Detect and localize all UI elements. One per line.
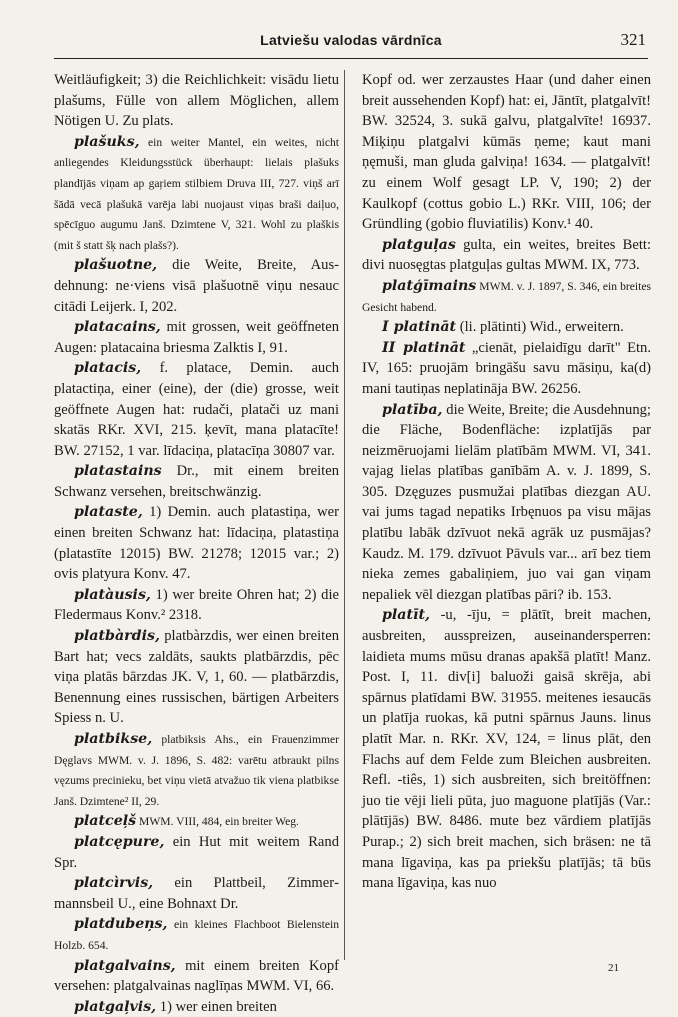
headword: platceļš [74, 813, 137, 830]
dictionary-entry [54, 585, 339, 626]
headword: platīt, [382, 607, 430, 624]
headword: I platināt [382, 319, 457, 336]
headword: platbikse, [74, 731, 153, 747]
headword: plataste, [74, 504, 143, 521]
entry-text: mit einem breiten Kopf versehen: platgalvainas naglīņas MWM. VI, 66. [54, 957, 339, 995]
entry-text: (li. plātinti) Wid., erweitern. [456, 319, 624, 336]
dictionary-entry [54, 873, 339, 914]
dictionary-entry [362, 70, 651, 235]
dictionary-entry [54, 255, 339, 317]
entry-text: platbàrzdis, wer einen breiten Bart hat; vecs zaldāts, saukts platbārzdis, pēc viņa platās bārzdas JK. V, 1, 60. — platbārzdis, Benennung eines russischen, bärtigen Arbeiters Spiess n. U. [54, 628, 339, 727]
dictionary-entry [54, 914, 339, 955]
headword: platguļas [382, 236, 456, 253]
headword: platģīmains [382, 277, 477, 294]
headword: plašuotne, [74, 257, 158, 274]
dictionary-entry [54, 832, 339, 873]
entry-text: die Weite, Breite; die Ausdehnung; die Fläche, Bodenfläche: izplatījās par neizmēruojami lielām platībām MWM. VI, 341. vajag lielas platības ganībām A. v. J. 1899, S. 305. Dzęguzes pusmužai platības diezgan AU. vai jums tagad nepatiks Irbęnuos pa visu mājas platību labāk dzīvuot nekā agrāk uz pusmājas? Kaudz. M. 179. dzīvuot Pāvuls var... arī bez tiem nieka zemes gabaliņiem, juo vai gan viņam nepaliek vēl diezgan platības pāri? ib. 153. [362, 401, 651, 603]
dictionary-entry [362, 400, 651, 606]
entry-text: mit grossen, weit geöffneten Augen: platacaina briesma Zalktis I, 91. [54, 319, 339, 356]
entry-text: die Weite, Breite, Ausdehnung: ne·viens visā plašuotnē viņu nesauc citādi Leijerk. I, 202. [54, 257, 339, 315]
headword: platàusis, [74, 586, 151, 603]
headword: platcìrvis, [74, 875, 154, 892]
headword: platgaļvis, [74, 998, 157, 1015]
left-column [54, 70, 339, 1017]
entry-text: Dr., mit einem breiten Schwanz versehen, breitschwänzig. [54, 463, 339, 500]
entry-text: 1) Demin. auch platastiņa, wer einen breiten Schwanz hat: līdaciņa, platastiņa (platastīte 12015) BW. 21278; 12015 var.; 2) ovis platyura Konv. 47. [54, 504, 339, 583]
dictionary-entry [54, 317, 339, 358]
dictionary-entry [362, 317, 651, 338]
dictionary-entry [54, 811, 339, 832]
dictionary-entry [54, 956, 339, 997]
dictionary-entry [362, 338, 651, 400]
headword: platcępure, [74, 833, 165, 850]
entry-text: MWM. VIII, 484, ein breiter Weg. [136, 815, 299, 829]
page-header [54, 30, 648, 59]
dictionary-entry [54, 70, 339, 132]
dictionary-entry [54, 132, 339, 256]
signature-number: 21 [608, 962, 619, 974]
entry-text: ein Plattbeil, Zimmermannsbeil U., eine Bohnaxt Dr. [54, 875, 339, 912]
entry-text: ein kleines Flachboot Bielenstein Holzb. 654. [54, 918, 339, 952]
dictionary-entry [54, 358, 339, 461]
dictionary-entry [362, 276, 651, 317]
dictionary-entry [362, 605, 651, 893]
dictionary-entry [54, 729, 339, 811]
headword: platacains, [74, 319, 161, 336]
entry-text: -u, -īju, = plātīt, breit machen, ausbreiten, ausspreizen, auseinandersperren: laidieta mums mūsu dranas apakšā platīt! Manz. Post. I, 11. div[i] baluoži gaisā skrēja, abi spārnus platīdami BW. 31955. meitenes iesaucās un platīja ruokas, kā putni spārnus Jauns. linus platīt Mar. n. RKr. XV, 124, = linus plāt, den Flachs auf dem Felde zum Bleichen ausbreiten. Refl. -tiês, 1) sich ausbreiten, sich breitöffnen: juo tie vēji lieli pūta, juo maguone platījās (Var.: plātījās) BW. 8486. mute bez vārdiem platījās Purap.; 2) sich breit machen, sich bräsen: ne tā mana līgaviņa, kas pa priekšu platījās; tā būs mana līgaviņa, kas nuo [362, 607, 651, 892]
entry-text: gulta, ein weites, breites Bett: divi nuosęgtas platguļas gultas MWM. IX, 773. [362, 236, 651, 274]
running-title: Latviešu valodas vārdnīca [260, 32, 442, 48]
entry-text: Weitläufigkeit; 3) die Reichlichkeit: visādu lietu plašums, Fülle von allem Möglichen, allem Nötigen U. Zu plats. [54, 72, 339, 130]
entry-text: 1) wer einen breiten [156, 998, 277, 1015]
headword: platība, [382, 401, 443, 418]
dictionary-entry [362, 235, 651, 276]
headword: platdubeņs, [74, 916, 168, 933]
entry-text: ein Hut mit weitem Rand Spr. [54, 833, 339, 871]
entry-text: „cienāt, pielaidīgu darīt" Etn. IV, 165: pruojām bringāšu savu māsiņu, ka(d) mani tautiņas neplatināja BW. 26256. [362, 339, 651, 397]
entry-text: 1) wer breite Ohren hat; 2) die Fledermaus Konv.² 2318. [54, 586, 339, 624]
entry-text: ein weiter Mantel, ein weites, nicht anliegendes Kleidungsstück überhaupt: lielais plašuks plandījās viņam ap gaŗiem stilbiem Druva III, 727. viņš arī šādā vecā plašukā varēja labi nuojaust viņas braši daiļuo, spēcīguo augumu Janš. Dzimtene V, 321. Wohl zu plaškis (mit š statt šķ nach plašs?). [54, 135, 339, 252]
headword: platacis, [74, 360, 142, 377]
dictionary-entry [54, 461, 339, 502]
entry-text: f. platace, Demin. auch platactiņa, einer (eine), der (die) grosse, weit geöffnete Augen hat: rudači, platači uz mani skatās RKr. XVI, 215. ķevīt, mana platacīte! BW. 27152, 1 var. līdaciņa, platacīņa 30807 var. [54, 360, 339, 459]
entry-text: Kopf od. wer zerzaustes Haar (und daher einen breit aussehenden Kopf) hat: ei, Jāntīt, platgalvīt! BW. 32524, 3. sukā galvu, platgalvīte! 16937. Miķiņu platgalvi kūmās ņeme; kaut mani ņęmuši, man gluda galviņa! 1634. — platgalvīt! zu einem Wolf gesagt LP. V, 190; 2) der Kaulkopf (cottus gobio L.) RKr. VIII, 106; der Gründling (gobio fluviatilis) Konv.¹ 40. [362, 72, 651, 233]
headword: platgalvains, [74, 957, 176, 974]
dictionary-entry [54, 502, 339, 584]
page-number: 321 [620, 30, 646, 49]
headword: II platināt [382, 339, 466, 356]
right-column [362, 70, 651, 894]
entry-text: platbiksis Ahs., ein Frauenzimmer Dęglavs MWM. v. J. 1896, S. 482: varētu atbraukt pilns vęzums precinieku, bet viņu vietā atvažuo tik viena platbikse Janš. Dzimtene² II, 29. [54, 733, 339, 808]
column-divider [344, 70, 345, 960]
headword: platastains [74, 463, 162, 480]
dictionary-entry [54, 626, 339, 729]
headword: platbàrdis, [74, 628, 160, 645]
headword: plašuks, [74, 133, 140, 150]
entry-text: MWM. v. J. 1897, S. 346, ein breites Gesicht habend. [362, 279, 651, 314]
